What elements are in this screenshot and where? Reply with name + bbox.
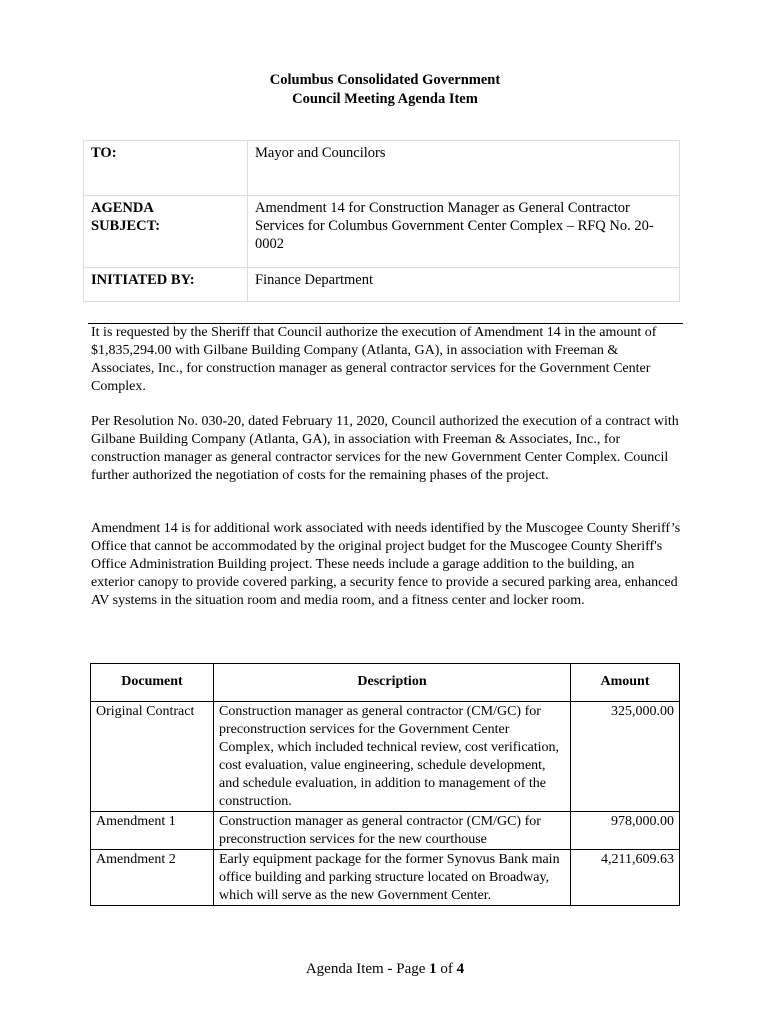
amount-cell: 978,000.00 bbox=[571, 812, 680, 850]
initiated-by-label: INITIATED BY: bbox=[84, 268, 248, 302]
footer-prefix: Agenda Item - Page bbox=[305, 961, 430, 977]
total-pages-number: 4 bbox=[456, 961, 465, 977]
amount-column-header: Amount bbox=[571, 664, 680, 702]
government-name: Columbus Consolidated Government bbox=[269, 72, 501, 88]
agenda-subject-row bbox=[84, 196, 680, 268]
to-label: TO: bbox=[84, 141, 248, 196]
description-cell: Construction manager as general contractor (CM/GC) for preconstruction services for the Government Center Complex, which included technical review, cost verification, cost evaluation, value engineering, schedule development, and schedule evaluation, in addition to management of the construction. bbox=[214, 702, 571, 812]
document-cell: Original Contract bbox=[91, 702, 214, 812]
current-page-number: 1 bbox=[429, 961, 437, 977]
document-type: Council Meeting Agenda Item bbox=[292, 91, 478, 107]
document-column-header: Document bbox=[91, 664, 214, 702]
amendment-history-table bbox=[90, 663, 680, 906]
document-cell: Amendment 2 bbox=[91, 850, 214, 906]
to-row bbox=[84, 141, 680, 196]
to-value: Mayor and Councilors bbox=[248, 141, 680, 196]
document-header bbox=[0, 71, 770, 109]
document-cell: Amendment 1 bbox=[91, 812, 214, 850]
agenda-subject-value: Amendment 14 for Construction Manager as General Contractor Services for Columbus Government Center Complex – RFQ No. 20-0002 bbox=[248, 196, 680, 268]
table-row bbox=[91, 850, 680, 906]
agenda-info-table bbox=[83, 140, 680, 302]
page-footer bbox=[0, 960, 770, 978]
initiated-by-row bbox=[84, 268, 680, 302]
description-cell: Construction manager as general contractor (CM/GC) for preconstruction services for the new courthouse bbox=[214, 812, 571, 850]
footer-middle: of bbox=[436, 961, 457, 977]
initiated-by-value: Finance Department bbox=[248, 268, 680, 302]
amendment-paragraph: Amendment 14 is for additional work associated with needs identified by the Muscogee County Sheriff’s Office that cannot be accommodated by the original project budget for the Muscogee County Sheriff's Office Administration Building project. These needs include a garage addition to the building, an exterior canopy to provide covered parking, a security fence to provide a secured parking area, enhanced AV systems in the situation room and media room, and a fitness center and locker room. bbox=[91, 521, 681, 608]
amount-cell: 4,211,609.63 bbox=[571, 850, 680, 906]
table-row bbox=[91, 812, 680, 850]
resolution-paragraph: Per Resolution No. 030-20, dated February 11, 2020, Council authorized the execution of a contract with Gilbane Building Company (Atlanta, GA), in association with Freeman & Associates, Inc., for construction manager as general contractor services for the new Government Center Complex. Council further authorized the negotiation of costs for the remaining phases of the project. bbox=[91, 414, 679, 483]
description-column-header: Description bbox=[214, 664, 571, 702]
description-cell: Early equipment package for the former Synovus Bank main office building and parking structure located on Broadway, which will serve as the new Government Center. bbox=[214, 850, 571, 906]
amount-cell: 325,000.00 bbox=[571, 702, 680, 812]
agenda-subject-label: AGENDA SUBJECT: bbox=[84, 196, 248, 268]
table-row bbox=[91, 702, 680, 812]
table-header-row bbox=[91, 664, 680, 702]
request-paragraph: It is requested by the Sheriff that Council authorize the execution of Amendment 14 in the amount of $1,835,294.00 with Gilbane Building Company (Atlanta, GA), in association with Freeman & Associates, Inc., for construction manager as general contractor services for the Government Center Complex. bbox=[91, 325, 657, 394]
